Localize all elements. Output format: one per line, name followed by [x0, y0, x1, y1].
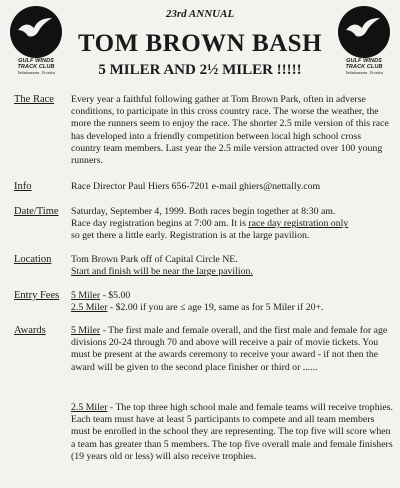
- fees-label: Entry Fees: [14, 290, 60, 301]
- location-label: Location: [14, 254, 52, 265]
- location-line: Start and finish will be near the large pavilion.: [71, 266, 253, 278]
- info-label: Info: [14, 181, 32, 192]
- awards-2-5-miler: 2.5 Miler - The top three high school male and female teams will receive trophies. Each team must have at least 5 participants to compete and all team members must be enrolled in the school they are representing. The top five will score when a team has greater than 5 members. The top five overall male and female finishers (19 years old or less) will also receive trophies.: [71, 402, 393, 462]
- logo-club-name: GULF WINDS TRACK CLUB Tallahassee, Florida: [345, 58, 383, 75]
- fees-text: [71, 290, 393, 314]
- location-text: [71, 254, 393, 278]
- info-text: Race Director Paul Hiers 656-7201 e-mail ghiers@nettally.com: [71, 181, 321, 192]
- race-description: Every year a faithful following gather at Tom Brown Park, often in adverse conditions, to participate in this cross country race. The worse the weather, the more the runners seem to enjoy the race. The shorter 2.5 mile version of this race has developed into a friendly competition between local high school cross country team members. Last year the 2.5 mile version attracted over 100 young runners.: [71, 94, 389, 167]
- location-line: Tom Brown Park off of Capital Circle NE.: [71, 254, 238, 265]
- awards-label: Awards: [14, 325, 46, 336]
- logo-club-name: GULF WINDS TRACK CLUB Tallahassee, Florida: [17, 58, 55, 75]
- page-title: TOM BROWN BASH: [77, 30, 323, 57]
- page-subtitle: 5 MILER AND 2½ MILER !!!!!: [98, 62, 302, 78]
- datetime-line: Saturday, September 4, 1999. Both races begin together at 8:30 am.: [71, 206, 336, 217]
- datetime-text: [71, 206, 393, 243]
- race-label: The Race: [14, 94, 54, 105]
- fee-line: 2.5 Miler - $2.00 if you are ≤ age 19, same as for 5 Miler if 20+.: [71, 302, 324, 314]
- annual-label: 23rd ANNUAL: [165, 8, 235, 20]
- datetime-label: Date/Time: [14, 206, 59, 217]
- awards-5-miler: 5 Miler - The first male and female overall, and the first male and female for age divisions 20-24 through 70 and above will receive a pair of movie tickets. You must be present at the awards ceremony to receive your award - if not then the award will be given to the second place finisher or third or ......: [71, 325, 388, 373]
- datetime-line: so get there a little early. Registration is at the large pavilion.: [71, 230, 310, 242]
- fee-line: 5 Miler - $5.00: [71, 290, 131, 301]
- datetime-line: Race day registration begins at 7:00 am. It is race day registration only: [71, 218, 349, 230]
